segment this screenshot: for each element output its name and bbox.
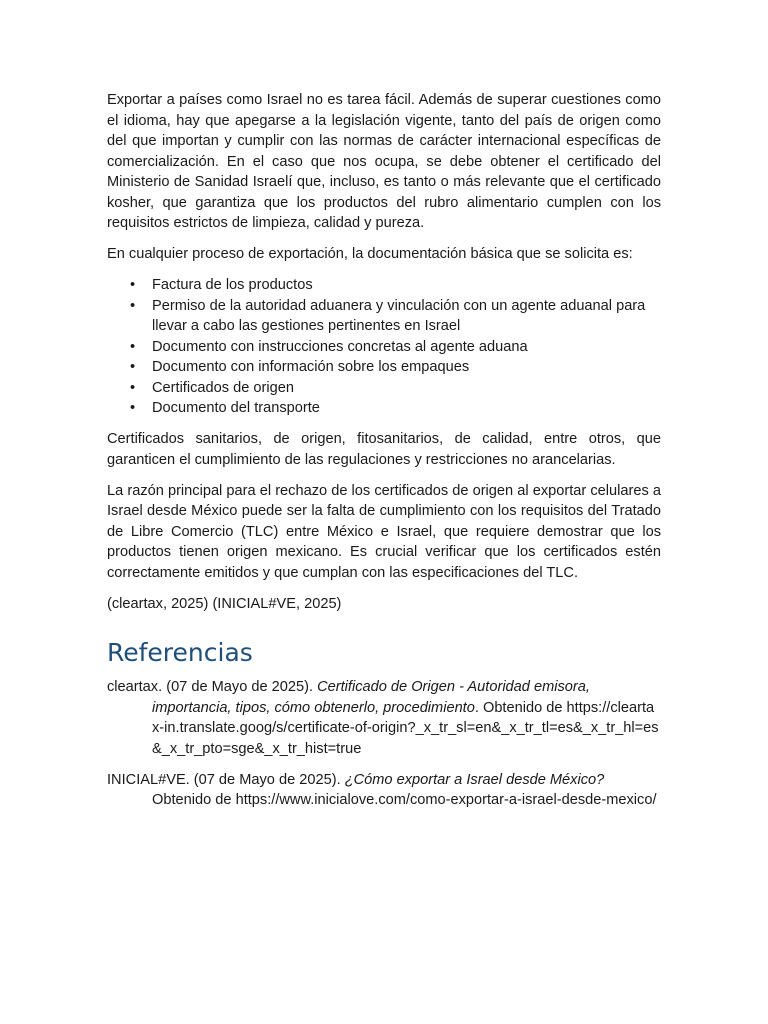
list-item-text: Documento con información sobre los empaques [152, 359, 470, 375]
list-item [107, 378, 661, 399]
bullet-icon: • [130, 277, 136, 293]
bullet-icon: • [130, 400, 136, 416]
list-item-text: Certificados de origen [152, 379, 294, 396]
reference-title: ¿Cómo exportar a Israel desde México? [344, 771, 605, 788]
reference-title: Certificado de Origen - Autoridad emisora, importancia, tipos, cómo obtenerlo, procedimiento [152, 679, 590, 716]
paragraph-citations: (cleartax, 2025) (INICIAL#VE, 2025) [107, 595, 342, 612]
reference-author-date: INICIAL#VE. (07 de Mayo de 2025). [107, 771, 345, 788]
bullet-icon: • [130, 379, 136, 396]
reference-retrieved-label: . Obtenido de [474, 699, 567, 716]
list-item-text: Factura de los productos [152, 277, 313, 293]
reference-entry [107, 677, 661, 759]
reference-author-date: cleartax. (07 de Mayo de 2025). [107, 679, 318, 695]
reference-entry [107, 770, 661, 811]
reference-retrieved-label: Obtenido de [152, 792, 236, 808]
document-page [107, 90, 661, 821]
list-item-text: Documento con instrucciones concretas al agente aduana [152, 338, 528, 355]
bullet-icon: • [130, 338, 136, 355]
bullet-icon: • [130, 359, 136, 375]
list-item [107, 357, 661, 378]
paragraph-rejection-reason: La razón principal para el rechazo de los certificados de origen al exportar celulares a Israel desde México puede ser la falta de cumplimiento con los requisitos del Tratado de Libre Comercio (TLC) entre México e Israel, que requiere demostrar que los productos tienen origen mexicano. Es crucial verificar que los certificados estén correctamente emitidos y que cumplan con las especificaciones del TLC. [107, 482, 661, 581]
list-item-text: Permiso de la autoridad aduanera y vinculación con un agente aduanal para llevar a cabo las gestiones pertinentes en Israel [152, 297, 646, 334]
paragraph-documentation-intro: En cualquier proceso de exportación, la documentación básica que se solicita es: [107, 246, 633, 262]
paragraph-intro: Exportar a países como Israel no es tarea fácil. Además de superar cuestiones como el idioma, hay que apegarse a la legislación vigente, tanto del país de origen como del que importan y cumplir con las normas de carácter internacional específicas de comercialización. En el caso que nos ocupa, se debe obtener el certificado del Ministerio de Sanidad Israelí que, incluso, es tanto o más relevante que el certificado kosher, que garantiza que los productos del rubro alimentario cumplen con los requisitos estrictos de limpieza, calidad y pureza. [107, 92, 661, 231]
list-item [107, 337, 661, 358]
documentation-list [107, 275, 661, 419]
references-heading: Referencias [107, 638, 253, 667]
list-item [107, 398, 661, 419]
list-item [107, 275, 661, 296]
list-item [107, 296, 661, 337]
list-item-text: Documento del transporte [152, 400, 320, 416]
reference-url[interactable]: https://cleartax-in.translate.goog/s/certificate-of-origin?_x_tr_sl=en&_x_tr_tl=es&_x_tr_hl=es&_x_tr_pto=sge&_x_tr_hist=true [152, 699, 659, 757]
reference-url[interactable]: https://www.inicialove.com/como-exportar-a-israel-desde-mexico/ [235, 792, 657, 808]
bullet-icon: • [130, 297, 136, 314]
paragraph-certificates: Certificados sanitarios, de origen, fitosanitarios, de calidad, entre otros, que garanticen el cumplimiento de las regulaciones y restricciones no arancelarias. [107, 431, 661, 468]
